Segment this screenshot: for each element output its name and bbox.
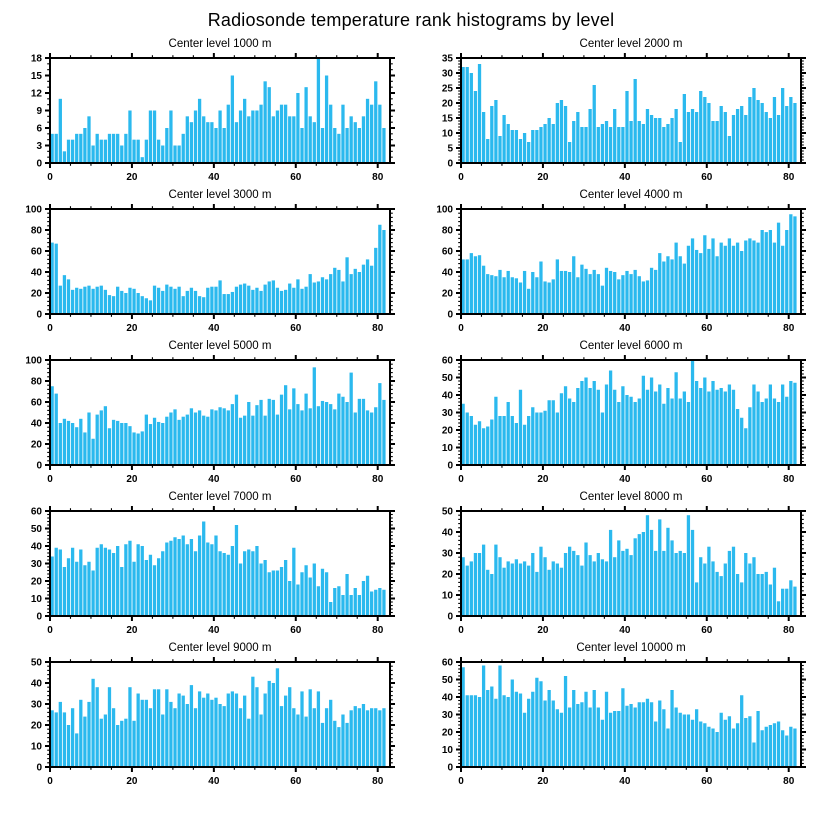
- svg-text:80: 80: [30, 376, 42, 388]
- svg-text:0: 0: [36, 762, 42, 774]
- svg-text:40: 40: [619, 625, 631, 636]
- histogram-panel-1000m: [0, 37, 411, 187]
- svg-text:20: 20: [126, 776, 138, 787]
- svg-text:80: 80: [783, 323, 795, 334]
- svg-text:0: 0: [458, 625, 464, 636]
- svg-text:60: 60: [441, 657, 453, 669]
- svg-text:0: 0: [47, 625, 53, 636]
- svg-text:25: 25: [441, 83, 453, 95]
- svg-text:80: 80: [372, 323, 384, 334]
- svg-text:60: 60: [30, 246, 42, 258]
- svg-text:60: 60: [290, 172, 302, 183]
- histogram-plot-9000m: [0, 656, 411, 791]
- histogram-plot-10000m: [411, 656, 822, 791]
- bars: [50, 225, 385, 314]
- svg-text:0: 0: [47, 323, 53, 334]
- panel-title: Center level 4000 m: [579, 189, 683, 201]
- svg-text:100: 100: [25, 355, 42, 367]
- svg-text:80: 80: [783, 625, 795, 636]
- svg-text:80: 80: [783, 474, 795, 485]
- svg-text:50: 50: [441, 675, 453, 686]
- histogram-plot-7000m: [0, 505, 411, 640]
- histogram-plot-5000m: [0, 354, 411, 489]
- svg-text:40: 40: [208, 474, 220, 485]
- histogram-panel-4000m: [411, 188, 822, 338]
- svg-text:80: 80: [372, 776, 384, 787]
- svg-text:20: 20: [537, 172, 549, 183]
- chart-grid: [0, 37, 822, 792]
- svg-text:60: 60: [441, 246, 453, 258]
- histogram-panel-5000m: [0, 339, 411, 489]
- svg-text:0: 0: [447, 158, 453, 170]
- histogram-panel-6000m: [411, 339, 822, 489]
- bars: [461, 360, 796, 465]
- bars: [50, 668, 385, 767]
- svg-text:20: 20: [537, 776, 549, 787]
- svg-text:40: 40: [619, 474, 631, 485]
- svg-text:0: 0: [458, 776, 464, 787]
- svg-text:0: 0: [458, 323, 464, 334]
- page-title: Radiosonde temperature rank histograms by level: [207, 10, 615, 30]
- svg-text:60: 60: [290, 474, 302, 485]
- svg-text:20: 20: [126, 625, 138, 636]
- svg-text:0: 0: [47, 776, 53, 787]
- svg-text:0: 0: [447, 762, 453, 774]
- svg-text:20: 20: [126, 474, 138, 485]
- svg-text:35: 35: [441, 53, 453, 65]
- svg-text:20: 20: [537, 323, 549, 334]
- panel-title: Center level 8000 m: [579, 491, 683, 503]
- svg-text:60: 60: [290, 776, 302, 787]
- svg-text:0: 0: [47, 474, 53, 485]
- svg-text:80: 80: [30, 225, 42, 237]
- svg-text:10: 10: [441, 590, 453, 602]
- svg-text:30: 30: [30, 559, 42, 570]
- svg-text:18: 18: [30, 53, 42, 65]
- histogram-plot-3000m: [0, 203, 411, 338]
- svg-text:6: 6: [36, 123, 42, 135]
- svg-text:80: 80: [441, 225, 453, 237]
- svg-text:60: 60: [30, 397, 42, 409]
- svg-text:60: 60: [701, 776, 713, 787]
- svg-text:40: 40: [30, 541, 42, 553]
- svg-text:60: 60: [290, 323, 302, 334]
- svg-text:60: 60: [441, 355, 453, 367]
- bars: [461, 214, 796, 314]
- svg-text:40: 40: [208, 323, 220, 334]
- svg-text:40: 40: [441, 692, 453, 704]
- svg-text:40: 40: [619, 323, 631, 334]
- svg-text:20: 20: [537, 474, 549, 485]
- histogram-plot-1000m: [0, 52, 411, 187]
- panel-title: Center level 6000 m: [579, 340, 683, 352]
- svg-text:60: 60: [701, 625, 713, 636]
- panel-title: Center level 10000 m: [576, 642, 686, 654]
- panel-title: Center level 3000 m: [168, 189, 272, 201]
- svg-text:5: 5: [447, 143, 453, 155]
- histogram-panel-8000m: [411, 490, 822, 640]
- svg-text:3: 3: [36, 141, 42, 152]
- svg-text:60: 60: [30, 506, 42, 518]
- svg-text:20: 20: [441, 288, 453, 300]
- svg-text:0: 0: [447, 460, 453, 472]
- svg-text:40: 40: [208, 625, 220, 636]
- panel-title: Center level 2000 m: [579, 38, 683, 50]
- panel-title: Center level 1000 m: [168, 38, 272, 50]
- svg-text:20: 20: [30, 576, 42, 588]
- svg-text:0: 0: [458, 172, 464, 183]
- bars: [50, 522, 385, 617]
- svg-text:30: 30: [441, 68, 453, 80]
- svg-text:60: 60: [701, 474, 713, 485]
- svg-text:30: 30: [441, 710, 453, 721]
- bars: [461, 666, 796, 768]
- svg-text:80: 80: [372, 625, 384, 636]
- histogram-plot-4000m: [411, 203, 822, 338]
- svg-text:40: 40: [30, 418, 42, 430]
- svg-text:20: 20: [126, 172, 138, 183]
- svg-text:10: 10: [30, 594, 42, 605]
- bars: [50, 58, 385, 163]
- svg-text:30: 30: [441, 548, 453, 560]
- histogram-panel-10000m: [411, 641, 822, 791]
- svg-text:0: 0: [458, 474, 464, 485]
- svg-text:12: 12: [30, 88, 42, 100]
- svg-text:20: 20: [30, 439, 42, 451]
- svg-text:80: 80: [372, 172, 384, 183]
- svg-text:30: 30: [30, 699, 42, 711]
- histogram-plot-2000m: [411, 52, 822, 187]
- bars: [461, 64, 796, 163]
- panel-title: Center level 7000 m: [168, 491, 272, 503]
- svg-text:20: 20: [441, 727, 453, 739]
- svg-text:10: 10: [441, 745, 453, 756]
- svg-text:0: 0: [36, 460, 42, 472]
- svg-text:60: 60: [701, 172, 713, 183]
- svg-text:100: 100: [436, 204, 453, 216]
- svg-text:40: 40: [30, 267, 42, 279]
- panel-title: Center level 9000 m: [168, 642, 272, 654]
- svg-text:10: 10: [441, 443, 453, 454]
- svg-text:0: 0: [36, 611, 42, 623]
- svg-text:40: 40: [619, 776, 631, 787]
- svg-text:80: 80: [783, 172, 795, 183]
- svg-text:10: 10: [30, 741, 42, 753]
- svg-text:0: 0: [36, 158, 42, 170]
- svg-text:40: 40: [208, 776, 220, 787]
- bars: [461, 515, 796, 616]
- svg-text:20: 20: [126, 323, 138, 334]
- histogram-panel-7000m: [0, 490, 411, 640]
- svg-text:50: 50: [441, 373, 453, 384]
- svg-text:20: 20: [30, 288, 42, 300]
- svg-text:20: 20: [537, 625, 549, 636]
- svg-text:40: 40: [441, 390, 453, 402]
- svg-text:20: 20: [441, 425, 453, 437]
- histogram-plot-6000m: [411, 354, 822, 489]
- histogram-panel-3000m: [0, 188, 411, 338]
- svg-text:0: 0: [36, 309, 42, 321]
- svg-text:9: 9: [36, 106, 42, 117]
- svg-text:0: 0: [47, 172, 53, 183]
- svg-text:40: 40: [441, 267, 453, 279]
- svg-text:20: 20: [441, 98, 453, 110]
- histogram-panel-9000m: [0, 641, 411, 791]
- svg-text:50: 50: [30, 524, 42, 535]
- svg-text:80: 80: [372, 474, 384, 485]
- histogram-plot-8000m: [411, 505, 822, 640]
- histogram-panel-2000m: [411, 37, 822, 187]
- svg-text:10: 10: [441, 128, 453, 140]
- svg-text:15: 15: [30, 71, 42, 82]
- svg-text:100: 100: [25, 204, 42, 216]
- svg-text:40: 40: [30, 678, 42, 690]
- svg-text:60: 60: [290, 625, 302, 636]
- svg-text:50: 50: [441, 506, 453, 518]
- bars: [50, 367, 385, 465]
- svg-text:40: 40: [619, 172, 631, 183]
- svg-text:80: 80: [783, 776, 795, 787]
- svg-text:30: 30: [441, 408, 453, 419]
- svg-text:40: 40: [208, 172, 220, 183]
- svg-text:0: 0: [447, 309, 453, 321]
- svg-text:60: 60: [701, 323, 713, 334]
- svg-text:50: 50: [30, 657, 42, 669]
- svg-text:40: 40: [441, 527, 453, 539]
- svg-text:0: 0: [447, 611, 453, 623]
- svg-text:20: 20: [441, 569, 453, 581]
- svg-text:15: 15: [441, 113, 453, 125]
- svg-text:20: 20: [30, 720, 42, 732]
- panel-title: Center level 5000 m: [168, 340, 272, 352]
